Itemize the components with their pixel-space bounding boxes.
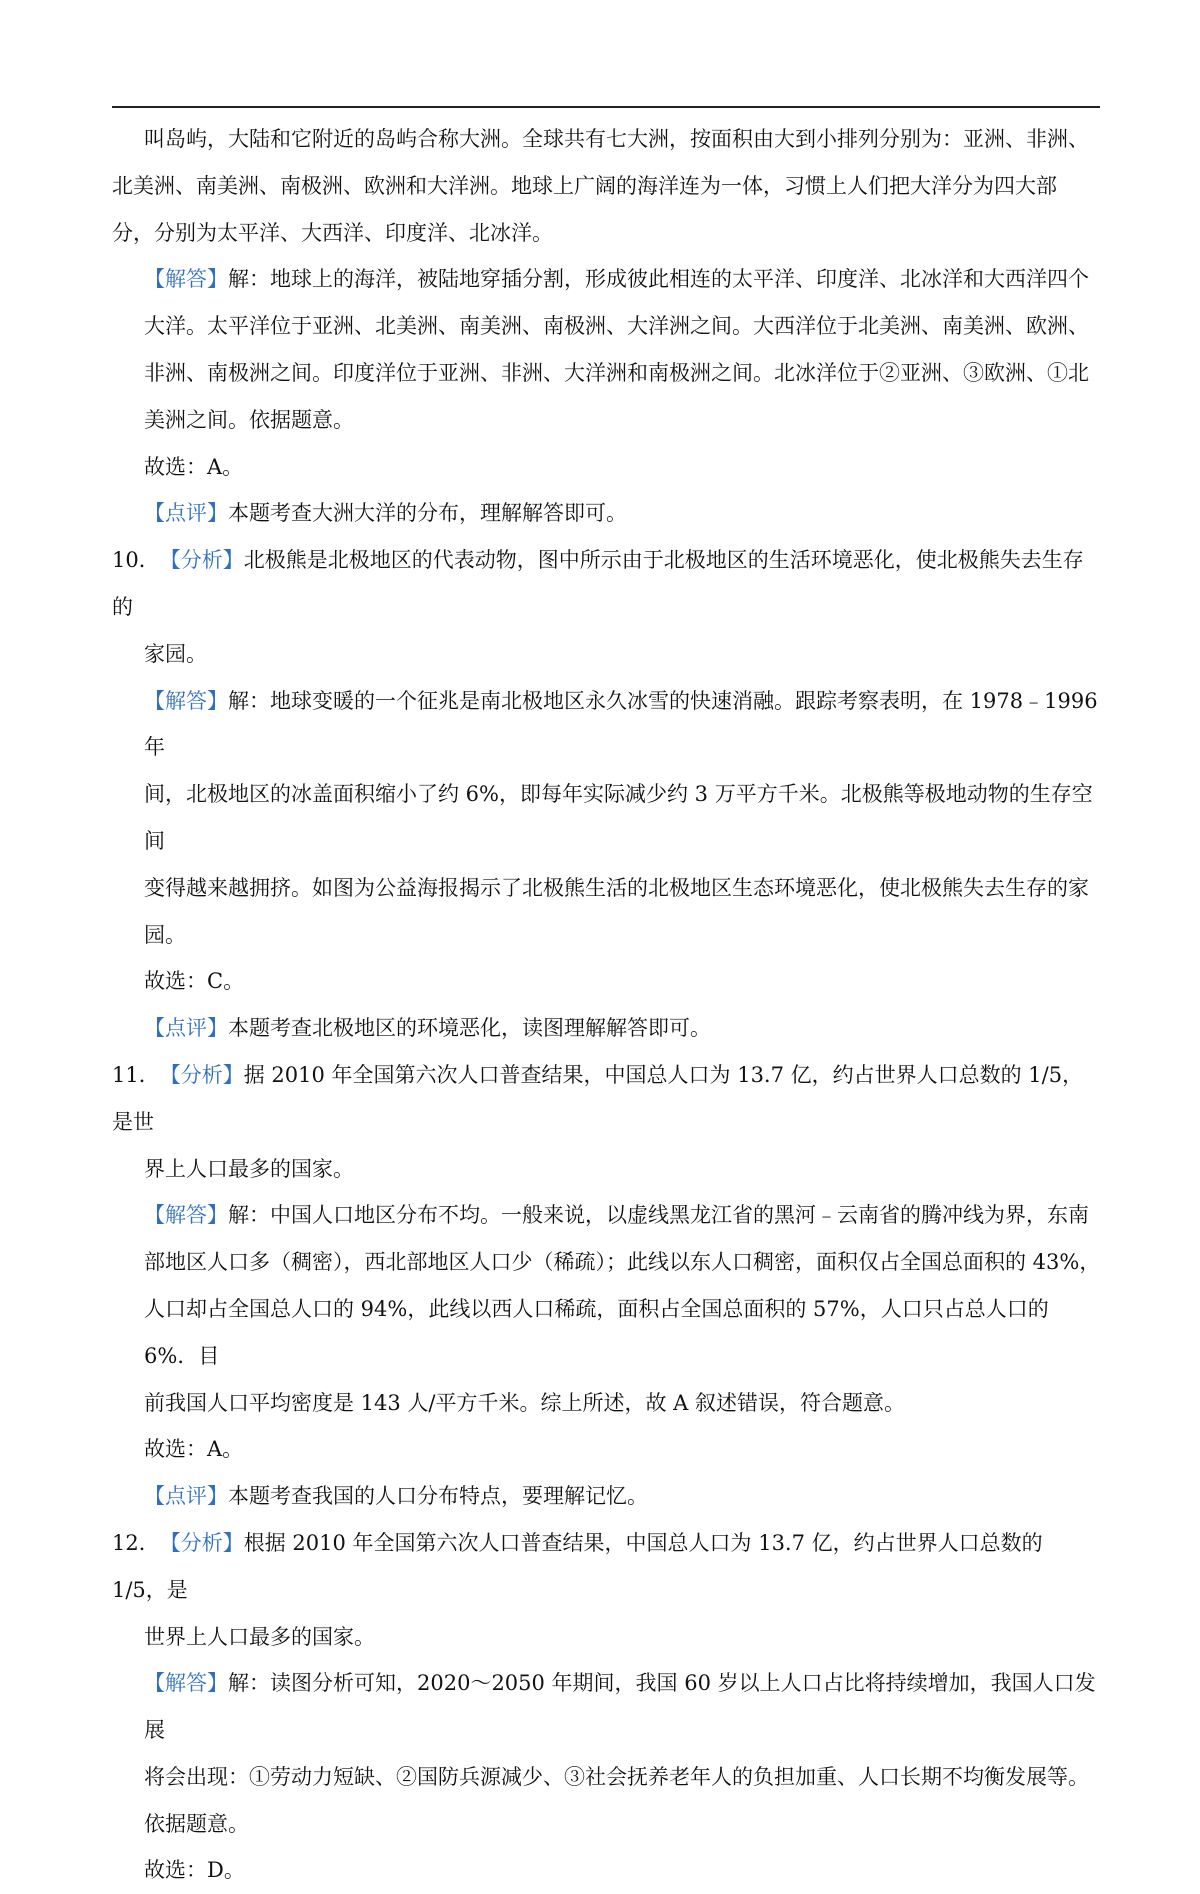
q12-choice: 故选：D。 — [144, 1858, 245, 1883]
analysis-tag: 【分析】 — [159, 1062, 244, 1087]
q9-comment: 【点评】本题考查大洲大洋的分布，理解解答即可。 — [144, 501, 627, 526]
q10-choice: 故选：C。 — [144, 969, 245, 994]
q12-answer-line: 依据题意。 — [144, 1811, 249, 1836]
q11-answer-line: 部地区人口多（稠密），西北部地区人口少（稀疏）；此线以东人口稠密，面积仅占全国总面积的 43%， — [144, 1250, 1101, 1275]
q10-analysis-line: 家园。 — [144, 641, 207, 666]
continuation-line: 叫岛屿，大陆和它附近的岛屿合称大洲。全球共有七大洲，按面积由大到小排列分别为：亚洲、非洲、 — [144, 127, 1089, 151]
q10-answer-line: 间，北极地区的冰盖面积缩小了约 6%，即每年实际减少约 3 万平方千米。北极熊等极地动物的生存空间 — [144, 782, 1093, 853]
header-rule — [112, 106, 1100, 108]
q12-answer-line: 【解答】解：读图分析可知，2020～2050 年期间，我国 60 岁以上人口占比将持续增加，我国人口发展 — [144, 1671, 1096, 1743]
continuation-line: 分，分别为太平洋、大西洋、印度洋、北冰洋。 — [112, 220, 553, 245]
q10-answer-line: 变得越来越拥挤。如图为公益海报揭示了北极熊生活的北极地区生态环境恶化，使北极熊失去生存的家 — [144, 875, 1089, 900]
q12-answer-line: 将会出现：①劳动力短缺、②国防兵源减少、③社会抚养老年人的负担加重、人口长期不均衡发展等。 — [144, 1764, 1089, 1789]
q12-analysis-line: 12．【分析】根据 2010 年全国第六次人口普查结果，中国总人口为 13.7 亿，约占世界人口总数的 1/5，是 — [112, 1520, 1104, 1614]
q11-answer-line: 人口却占全国总人口的 94%，此线以西人口稀疏，面积占全国总面积的 57%，人口只占总人口的 6%．目 — [144, 1296, 1049, 1368]
q10-answer-line: 【解答】解：地球变暖的一个征兆是南北极地区永久冰雪的快速消融。跟踪考察表明，在 1978﹣1996 年 — [144, 688, 1098, 760]
q10-answer-line: 园。 — [144, 922, 186, 947]
q11-answer-line: 前我国人口平均密度是 143 人/平方千米。综上所述，故 A 叙述错误，符合题意。 — [144, 1390, 906, 1415]
answer-tag: 【解答】 — [144, 1203, 228, 1228]
answer-tag: 【解答】 — [144, 267, 228, 292]
q9-answer-line: 非洲、南极洲之间。印度洋位于亚洲、非洲、大洋洲和南极洲之间。北冰洋位于②亚洲、③欧洲、①北 — [144, 360, 1089, 385]
question-number: 11． — [112, 1062, 160, 1087]
q9-choice: 故选：A。 — [144, 454, 244, 479]
comment-tag: 【点评】 — [144, 1484, 228, 1509]
q11-choice: 故选：A。 — [144, 1437, 244, 1462]
q9-answer-line: 大洋。太平洋位于亚洲、北美洲、南美洲、南极洲、大洋洲之间。大西洋位于北美洲、南美洲、欧洲、 — [144, 314, 1089, 339]
q11-answer-line: 【解答】解：中国人口地区分布不均。一般来说，以虚线黑龙江省的黑河﹣云南省的腾冲线为界，东南 — [144, 1203, 1089, 1228]
document-body — [112, 116, 1104, 1894]
q9-answer-line: 美洲之间。依据题意。 — [144, 407, 354, 432]
answer-tag: 【解答】 — [144, 1671, 228, 1696]
q11-analysis-line: 界上人口最多的国家。 — [144, 1156, 354, 1181]
comment-tag: 【点评】 — [144, 1016, 228, 1041]
continuation-line: 北美洲、南美洲、南极洲、欧洲和大洋洲。地球上广阔的海洋连为一体，习惯上人们把大洋分为四大部 — [112, 173, 1057, 198]
q9-answer-line: 【解答】解：地球上的海洋，被陆地穿插分割，形成彼此相连的太平洋、印度洋、北冰洋和大西洋四个 — [144, 267, 1089, 292]
q11-comment: 【点评】本题考查我国的人口分布特点，要理解记忆。 — [144, 1484, 648, 1509]
q10-analysis-line: 10．【分析】北极熊是北极地区的代表动物，图中所示由于北极地区的生活环境恶化，使北极熊失去生存的 — [112, 537, 1104, 631]
q10-comment: 【点评】本题考查北极地区的环境恶化，读图理解解答即可。 — [144, 1016, 711, 1041]
answer-tag: 【解答】 — [144, 688, 228, 713]
question-number: 10． — [112, 548, 160, 573]
q11-analysis-line: 11．【分析】据 2010 年全国第六次人口普查结果，中国总人口为 13.7 亿，约占世界人口总数的 1/5，是世 — [112, 1052, 1104, 1146]
analysis-tag: 【分析】 — [159, 548, 244, 573]
analysis-tag: 【分析】 — [159, 1530, 244, 1555]
question-number: 12． — [112, 1530, 160, 1555]
q12-analysis-line: 世界上人口最多的国家。 — [144, 1624, 375, 1649]
comment-tag: 【点评】 — [144, 501, 228, 526]
